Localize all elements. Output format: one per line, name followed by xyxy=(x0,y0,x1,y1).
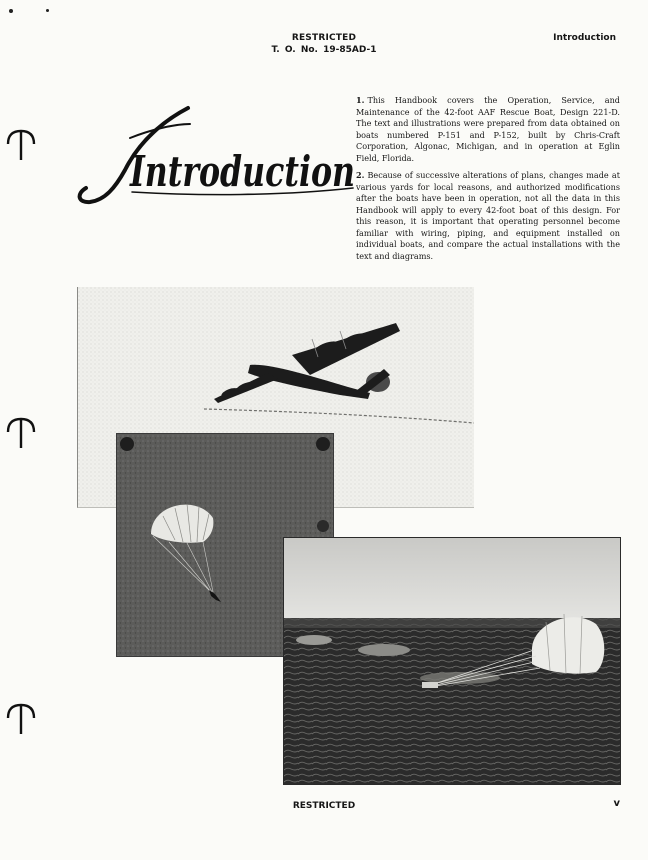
paragraph-number: 2. xyxy=(356,170,365,180)
binder-hole-icon xyxy=(4,700,38,736)
footer-restricted: RESTRICTED xyxy=(292,801,356,811)
header-restricted: RESTRICTED xyxy=(291,33,357,43)
binder-hole-icon xyxy=(4,414,38,450)
svg-text:Introduction: Introduction xyxy=(129,147,355,196)
scan-speck xyxy=(46,9,49,12)
paragraph-text: Because of successive alterations of plans, changes made at various yards for local reasons, and authorized modifications after the boats have been in operation, not all the data in this Handbook will apply to every 42-foot boat of this design. For this reason, it is important that operating personnel become familiar with wiring, piping, and equipment installed on individual boats, and compare the actual installations with the text and diagrams. xyxy=(356,170,620,261)
binder-hole-icon xyxy=(4,126,38,162)
scan-speck xyxy=(9,9,13,13)
paragraph-2 xyxy=(356,170,620,262)
paragraph-number: 1. xyxy=(356,95,365,105)
sea-landing-photo xyxy=(283,537,621,785)
page-number: v xyxy=(613,798,620,809)
paragraph-text: This Handbook covers the Operation, Service, and Maintenance of the 42-foot AAF Rescue Boat, Design 221-D. The text and illustrations were prepared from data obtained on boats numbered P-151 and P-152, built by Chris-Craft Corporation, Algonac, Michigan, and in operation at Eglin Field, Florida. xyxy=(356,95,620,163)
header-section-title: Introduction xyxy=(553,33,616,43)
paragraph-1 xyxy=(356,95,620,164)
intro-paragraphs xyxy=(356,95,620,268)
page-title xyxy=(70,100,360,220)
header-to-number: T. O. No. 19-85AD-1 xyxy=(271,45,377,55)
